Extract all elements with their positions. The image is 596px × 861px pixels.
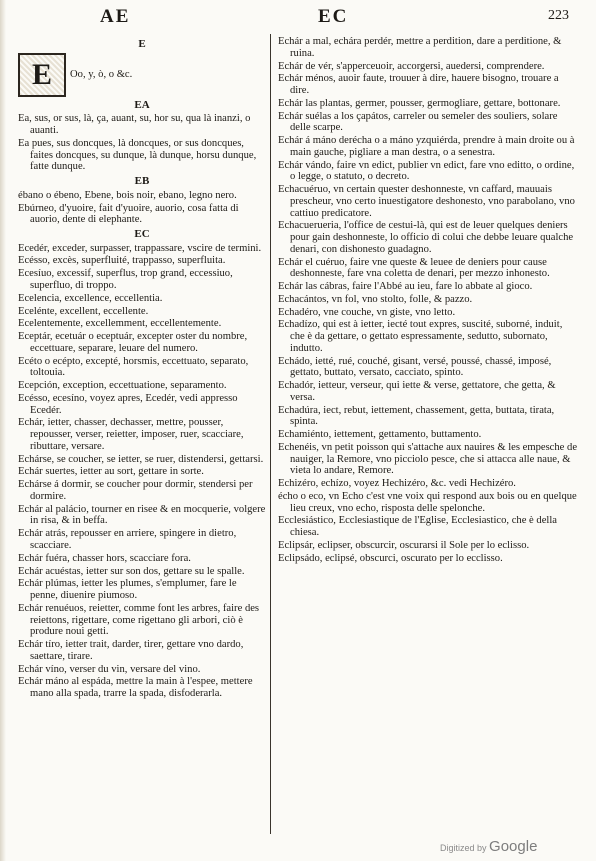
- entry-echar-palacio: Echár al palácio, tourner en risee & en mocquerie, volgere in risa, & in beffa.: [18, 503, 266, 527]
- right-column: [278, 36, 578, 565]
- entry-echar-plantas: Echár las plantas, germer, pousser, germogliare, gettare, bottonare.: [278, 97, 561, 109]
- entry-echador: Echadór, ietteur, verseur, qui iette & verse, gettatore, che getta, & versa.: [278, 380, 556, 403]
- initial-block: [18, 53, 266, 97]
- page-number: 223: [548, 8, 569, 23]
- entry-echarse: Echárse, se coucher, se ietter, se ruer, distendersi, gettarsi.: [18, 453, 264, 465]
- entry-echamiento: Echamiénto, iettement, gettamento, buttamento.: [278, 429, 482, 441]
- entry-echar-menos: Echár ménos, auoir faute, trouuer à dire, hauere bisogno, trouare a dire.: [278, 73, 559, 96]
- entry-echar-mano-espada: Echár máno al espáda, mettre la main à l'espee, mettere mano alla spada, trarre la spada, disfoderarla.: [18, 676, 253, 699]
- entry-eceptar: Eceptár, ecetuár o eceptuár, excepter oster du nombre, eccettuare, separare, leuare del numero.: [18, 331, 248, 354]
- page-edge: [0, 0, 6, 861]
- digitized-watermark: [440, 838, 537, 855]
- entry-echar-fuera: Echár fuéra, chasser hors, scacciare fora.: [18, 552, 191, 564]
- entry-echar: Echár, ietter, chasser, dechasser, mettre, pousser, repousser, verser, reietter, imposer, ruer, scacciare, ributtare, versare.: [18, 417, 244, 452]
- entry-ecelencia: Ecelencia, excellence, eccellentia.: [18, 292, 163, 304]
- entry-eclipsar: Eclipsár, eclipser, obscurcir, oscurarsi il Sole per lo eclisso.: [278, 539, 530, 551]
- drop-cap-e-icon: E: [18, 53, 66, 97]
- entry-ecepcion: Ecepción, exception, eccettuatione, separamento.: [18, 380, 227, 392]
- entry-echadero: Echadéro, vne couche, vn giste, vno letto.: [278, 306, 456, 318]
- entry-eceder: Ecedér, exceder, surpasser, trappassare, vscire de termini.: [18, 242, 262, 254]
- entry-ecelente: Ecelénte, excellent, eccellente.: [18, 305, 149, 317]
- entry-ea-pues: Ea pues, sus doncques, là doncques, or sus doncques, faites doncques, su dunque, là dunque, horsu dunque, fatte dunque.: [18, 137, 257, 173]
- google-logo: Google: [489, 838, 538, 855]
- entry-echar-el-cuervo: Echár el cuéruo, faire vne queste & leuee de deniers pour cause deshonneste, fare vna coletta de denari, per mezzo inhonesto.: [278, 256, 550, 280]
- entry-echar-plumas: Echár plúmas, ietter les plumes, s'emplumer, fare le penne, diuenire piumoso.: [18, 578, 237, 601]
- entry-echadura: Echadúra, iect, rebut, iettement, chassement, getta, buttata, tirata, spinta.: [278, 404, 555, 428]
- entry-echar-a-mano: Echár á máno derécha o a máno yzquiérda, prendre à main droite ou à main gauche, pigliare a man destra, o a senestra.: [278, 135, 575, 158]
- left-column: [18, 36, 266, 701]
- running-head-mid: EC: [318, 6, 349, 27]
- entry-eburneo: Ebúrneo, d'yuoire, fait d'yuoire, auorio, cosa fatta di auorio, dente di elephante.: [18, 202, 239, 226]
- entry-echadizo: Echadízo, qui est à ietter, iecté tout expres, suscité, suborné, induit, che è da gettare, o gettato espressamente, sedutto, subornato, indutto.: [278, 319, 563, 354]
- entry-ecesso-2: Ecésso, ecesíno, voyez apres, Ecedér, vedi appresso Ecedér.: [18, 392, 238, 416]
- entry-echar-cabras: Echár las cábras, faire l'Abbé au ieu, fare lo abbate al gioco.: [278, 281, 533, 292]
- entry-ebano: ébano o ébeno, Ebene, bois noir, ebano, legno nero.: [18, 189, 237, 201]
- entry-echizero: Echizéro, echízo, voyez Hechizéro, &c. vedi Hechizéro.: [278, 478, 516, 490]
- entry-echeneis: Echenéis, vn petit poisson qui s'attache aux nauires & les empesche de nauiger, la Remore, vno picciolo pesce, che si attacca alle naue, & vieta lo andare, Remore.: [278, 441, 578, 477]
- entry-echo: écho o eco, vn Echo c'est vne voix qui respond aux bois ou en quelque lieu creux, vno echo, risposta delle spelonche.: [278, 490, 577, 514]
- entry-ecelentemente: Ecelentemente, excellemment, eccellentemente.: [18, 318, 222, 330]
- entry-echar-suelas: Echár suélas a los çapátos, carreler ou semeler des souliers, solare delle scarpe.: [278, 110, 558, 134]
- section-ea: EA: [134, 98, 150, 111]
- entry-echar-tiro: Echár tíro, ietter trait, darder, tirer, gettare vno dardo, saettare, tirare.: [18, 639, 244, 662]
- entry-ecesivo: Ecesíuo, excessif, superflus, trop grand, eccessiuo, superfluo, di troppo.: [18, 268, 233, 291]
- column-rule: [270, 34, 271, 834]
- section-e: E: [138, 38, 146, 50]
- entry-eclipsado: Eclipsádo, eclipsé, obscurci, oscurato per lo ecclisso.: [278, 552, 503, 564]
- entry-echar-de-ver: Echár de vér, s'apperceuoir, accorgersi, auedersi, comprendere.: [278, 60, 545, 72]
- entry-echarse-dormir: Echárse á dormir, se coucher pour dormir, stendersi per dormire.: [18, 479, 253, 502]
- entry-echar-vino: Echár víno, verser du vin, versare del vino.: [18, 663, 201, 675]
- entry-echacuerveria: Echacuerueria, l'office de cestui-là, qui est de leuer quelques deniers pour gain deshonneste, lo officio di colui che debbe leuare qualche denari, con dishonesto guadagno.: [278, 220, 574, 255]
- entry-echar-vando: Echár vándo, faire vn edict, publier vn edict, fare vno editto, o ordine, o legge, o statuto, o decreto.: [278, 159, 575, 183]
- digitized-prefix: Digitized by: [440, 843, 487, 853]
- entry-echar-a-mal: Echár a mal, echára perdér, mettre a perdition, dare a perditione, & ruina.: [278, 36, 562, 59]
- entry-echar-suertes: Echár suertes, ietter au sort, gettare in sorte.: [18, 466, 204, 478]
- entry-echar-atras: Echár atrás, repousser en arriere, spingere in dietro, scacciare.: [18, 528, 237, 551]
- entry-echacantos: Echacántos, vn fol, vno stolto, folle, & pazzo.: [278, 293, 473, 305]
- running-head-left: AE: [100, 6, 131, 27]
- entry-ea: Ea, sus, or sus, là, ça, auant, su, hor su, qua là inanzi, o auanti.: [18, 113, 251, 137]
- entry-ecclesiastico: Ecclesiástico, Ecclesiastique de l'Eglise, Ecclesiastico, che è della chiesa.: [278, 515, 557, 539]
- entry-eceto: Ecéto o ecépto, excepté, horsmis, eccettuato, separato, toltouia.: [18, 355, 249, 379]
- section-eb: EB: [134, 175, 150, 188]
- entry-echacuervo: Echacuéruo, vn certain quester deshonneste, vn caffard, mauuais prescheur, vno certo inuestigatore deshonesto, vno parabolano, vno cattiuo predicatore.: [278, 184, 575, 219]
- initial-text: Oo, y, ò, o &c.: [70, 68, 133, 80]
- entry-echar-renuevos: Echár renuéuos, reietter, comme font les arbres, faire des reiettons, rigettare, come rigettano gli arbori, ciò è produre noui getti.: [18, 602, 260, 638]
- entry-echar-acuestas: Echár acuéstas, ietter sur son dos, gettare su le spalle.: [18, 565, 245, 577]
- entry-ecesso: Ecésso, excès, superfluité, trappasso, superfluita.: [18, 255, 226, 267]
- section-ec: EC: [134, 227, 150, 240]
- entry-echado: Echádo, ietté, rué, couché, gisant, versé, poussé, chassé, imposé, gettato, buttato, versato, cacciato, spinto.: [278, 355, 552, 379]
